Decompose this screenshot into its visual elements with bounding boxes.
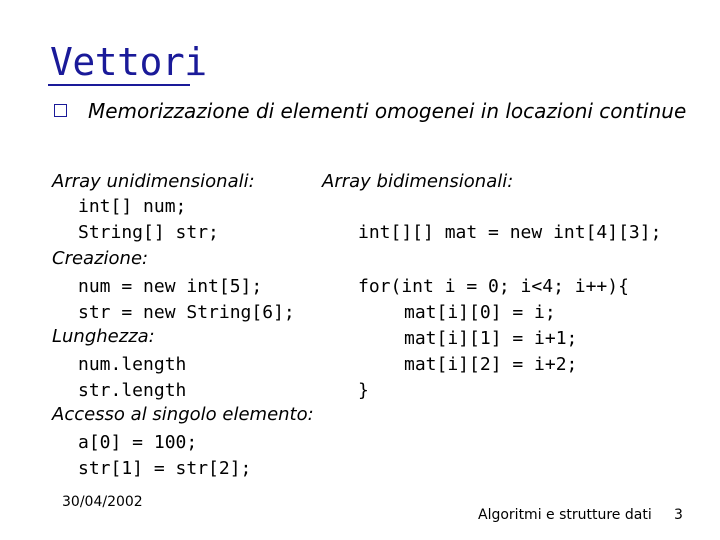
bullet-text: Memorizzazione di elementi omogenei in locazioni continue [88,99,687,123]
code-mat-col1: mat[i][1] = i+1; [404,328,578,349]
code-length-num: num.length [78,354,187,375]
heading-1d-arrays: Array unidimensionali: [52,171,255,192]
footer-page-number: 3 [674,507,683,523]
code-decl-str: String[] str; [78,222,219,243]
heading-creation: Creazione: [52,248,149,269]
code-mat-col2: mat[i][2] = i+2; [404,354,578,375]
code-decl-mat: int[][] mat = new int[4][3]; [358,222,662,243]
heading-2d-arrays: Array bidimensionali: [322,171,514,192]
slide-title: Vettori [50,40,207,84]
footer-course: Algoritmi e strutture dati [478,507,652,523]
code-access-str: str[1] = str[2]; [78,458,252,479]
footer-date: 30/04/2002 [62,494,143,510]
title-underline [48,84,190,86]
code-mat-col0: mat[i][0] = i; [404,302,556,323]
code-for-open: for(int i = 0; i<4; i++){ [358,276,629,297]
code-access-a: a[0] = 100; [78,432,198,453]
heading-length: Lunghezza: [52,326,155,347]
code-decl-num: int[] num; [78,196,187,217]
code-length-str: str.length [78,380,187,401]
code-create-str: str = new String[6]; [78,302,295,323]
heading-access: Accesso al singolo elemento: [52,404,314,425]
code-for-close: } [358,380,369,401]
code-create-num: num = new int[5]; [78,276,263,297]
hollow-square-bullet-icon [54,104,67,117]
